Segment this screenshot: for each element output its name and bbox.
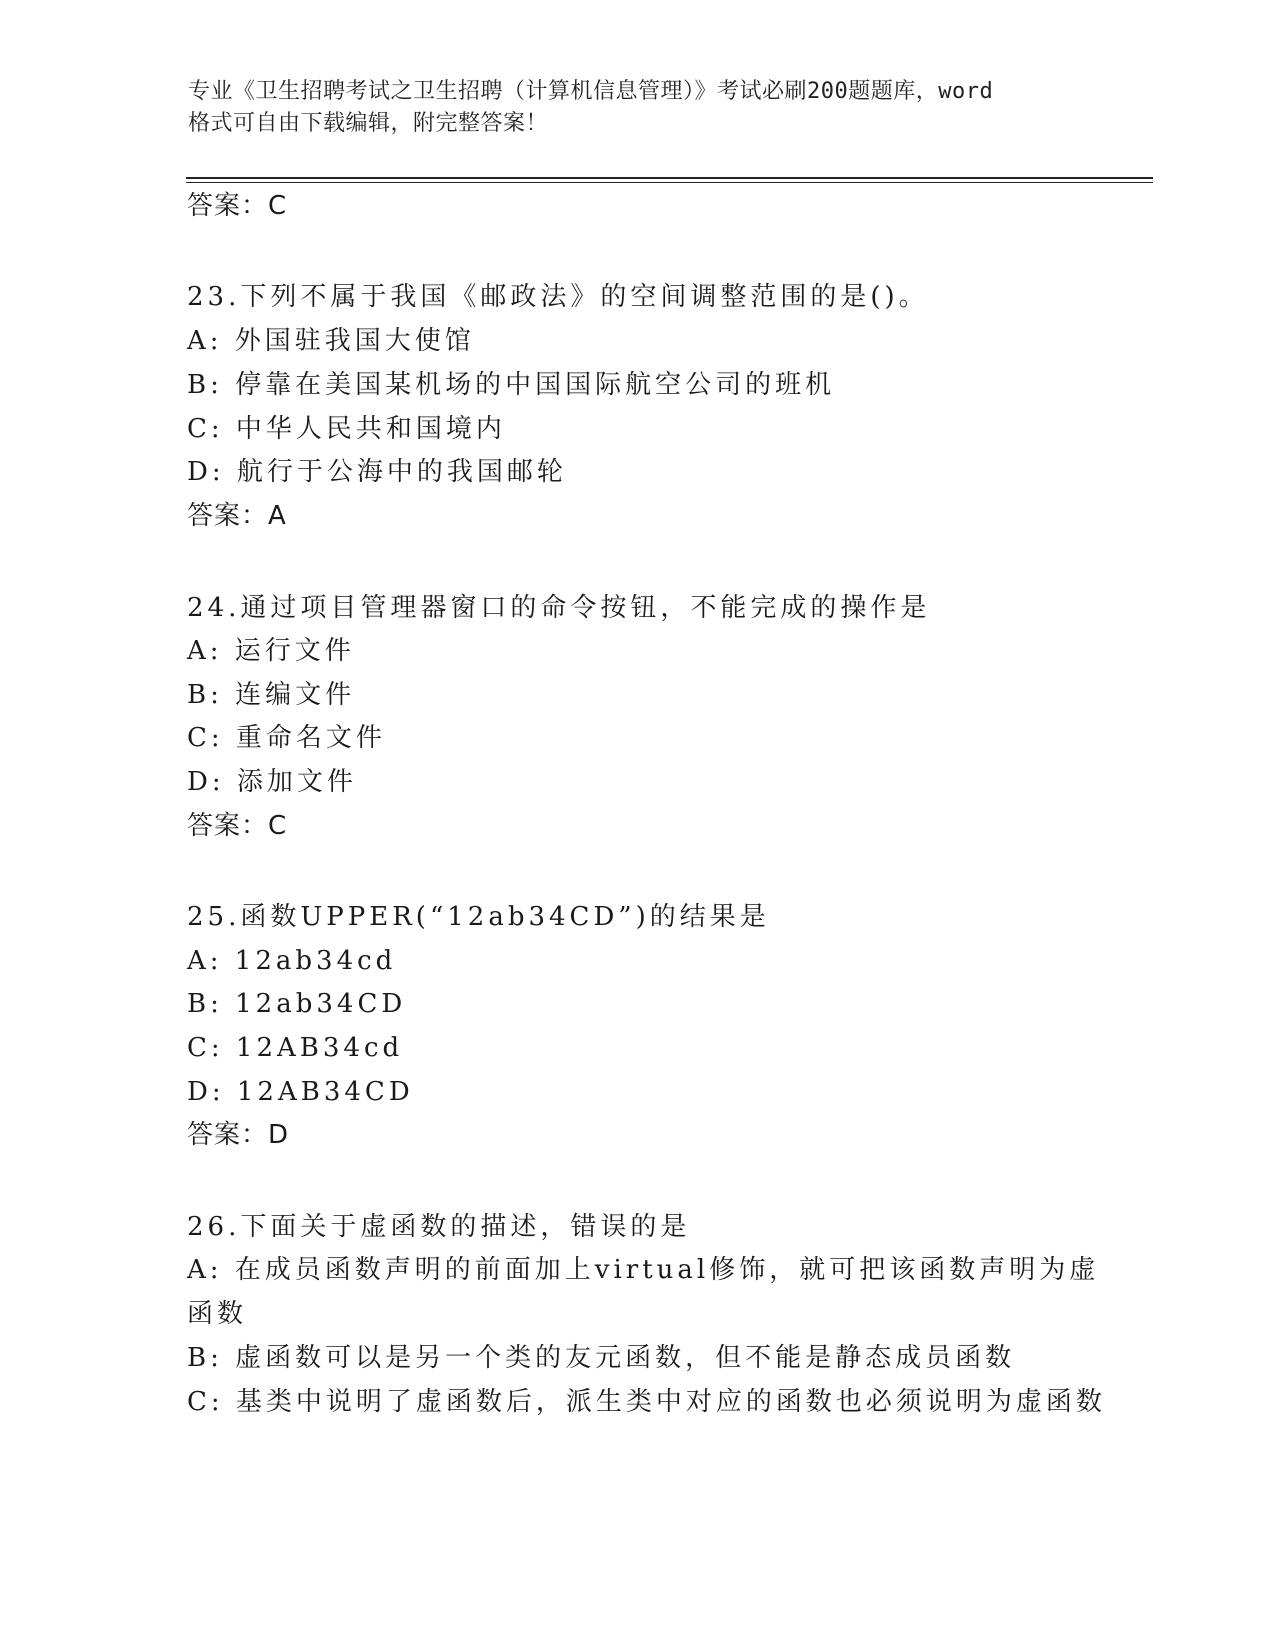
option-26-c: C: 基类中说明了虚函数后，派生类中对应的函数也必须说明为虚函数 [187,1387,1106,1417]
option-24-a: A: 运行文件 [187,636,355,666]
option-23-b: B: 停靠在美国某机场的中国国际航空公司的班机 [187,370,836,400]
question-23: 23.下列不属于我国《邮政法》的空间调整范围的是()。 [187,282,929,312]
option-23-a: A: 外国驻我国大使馆 [187,326,475,356]
option-26-a-line-1: A: 在成员函数声明的前面加上virtual修饰，就可把该函数声明为虚 [187,1255,1100,1285]
option-26-b: B: 虚函数可以是另一个类的友元函数，但不能是静态成员函数 [187,1343,1016,1373]
option-26-a-line-2: 函数 [187,1299,248,1329]
option-24-c: C: 重命名文件 [187,723,386,753]
option-25-a: A: 12ab34cd [187,946,397,976]
header-divider-thin [186,182,1153,183]
option-25-d: D: 12AB34CD [187,1077,414,1107]
option-23-d: D: 航行于公海中的我国邮轮 [187,457,567,487]
header-title-line-2: 格式可自由下载编辑，附完整答案！ [188,111,549,136]
option-25-b: B: 12ab34CD [187,989,407,1019]
question-25: 25.函数UPPER(“12ab34CD”)的结果是 [187,902,770,932]
question-26: 26.下面关于虚函数的描述，错误的是 [187,1212,691,1242]
answer-23: 答案：A [187,501,287,531]
document-header [188,76,1088,140]
option-24-d: D: 添加文件 [187,767,357,797]
answer-prev: 答案：C [187,191,288,221]
header-divider-thick [186,177,1153,179]
option-25-c: C: 12AB34cd [187,1033,404,1063]
answer-25: 答案：D [187,1120,290,1150]
question-24: 24.通过项目管理器窗口的命令按钮，不能完成的操作是 [187,593,931,623]
header-title-line-1: 专业《卫生招聘考试之卫生招聘（计算机信息管理）》考试必刷200题题库，word [188,79,994,104]
option-23-c: C: 中华人民共和国境内 [187,414,506,444]
answer-24: 答案：C [187,811,288,841]
option-24-b: B: 连编文件 [187,680,356,710]
